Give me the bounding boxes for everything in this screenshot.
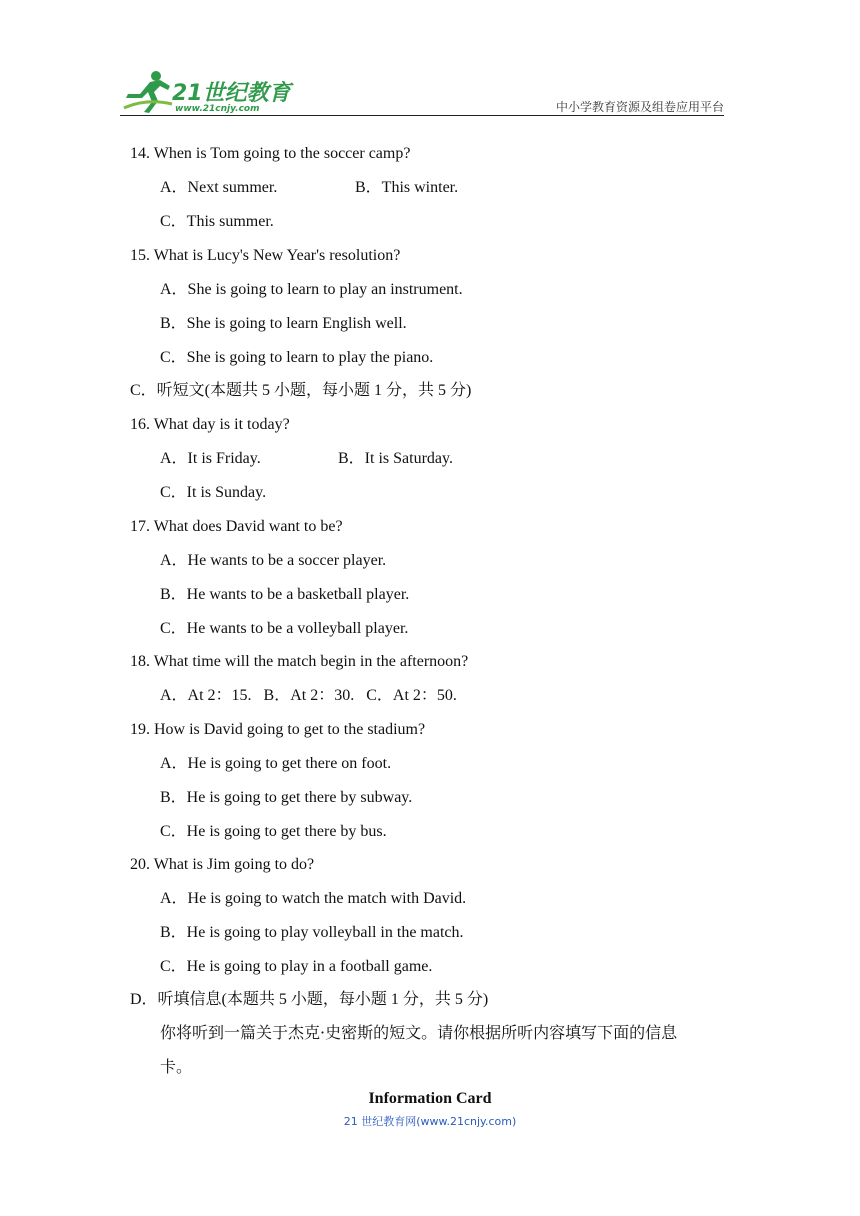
q19-option-c: C．He is going to get there by bus. <box>160 823 387 840</box>
q14-option-c: C．This summer. <box>160 213 274 230</box>
q17-option-c: C．He wants to be a volleyball player. <box>160 620 409 637</box>
q16-option-c: C．It is Sunday. <box>160 484 267 501</box>
header-platform-text: 中小学教育资源及组卷应用平台 <box>555 100 724 114</box>
q15-option-b: B．She is going to learn English well. <box>160 315 407 332</box>
q17-option-a: A．He wants to be a soccer player. <box>160 552 387 569</box>
q15-option-c: C．She is going to learn to play the piano. <box>160 349 434 366</box>
logo <box>120 68 310 116</box>
q20-option-b: B．He is going to play volleyball in the match. <box>160 924 464 941</box>
q16-option-a: A．It is Friday. <box>160 450 261 467</box>
logo-text: 21世纪教育 <box>172 81 291 106</box>
question-18: 18. What time will the match begin in the afternoon? <box>130 653 469 670</box>
section-c-heading: C．听短文(本题共 5 小题，每小题 1 分，共 5 分) <box>130 382 472 399</box>
section-d-intro-line-1: 你将听到一篇关于杰克·史密斯的短文。请你根据所听内容填写下面的信息 <box>160 1023 678 1042</box>
header-divider <box>120 115 724 116</box>
section-d-heading: D．听填信息(本题共 5 小题，每小题 1 分，共 5 分) <box>130 991 489 1008</box>
q18-options: A．At 2：15. B．At 2：30. C．At 2：50. <box>160 687 457 704</box>
question-16: 16. What day is it today? <box>130 416 290 433</box>
information-card-title: Information Card <box>368 1090 492 1107</box>
question-19: 19. How is David going to get to the stadium? <box>130 721 426 738</box>
q20-option-c: C．He is going to play in a football game. <box>160 958 433 975</box>
logo-url: www.21cnjy.com <box>175 104 260 114</box>
q14-option-a: A．Next summer. <box>160 179 278 196</box>
q14-option-b: B．This winter. <box>355 179 459 196</box>
page-header <box>120 64 724 116</box>
q16-option-b: B．It is Saturday. <box>338 450 453 467</box>
q19-option-b: B．He is going to get there by subway. <box>160 789 413 806</box>
q17-option-b: B．He wants to be a basketball player. <box>160 586 410 603</box>
q15-option-a: A．She is going to learn to play an instrument. <box>160 281 463 298</box>
section-d-intro-line-2: 卡。 <box>160 1057 193 1076</box>
question-14: 14. When is Tom going to the soccer camp? <box>130 145 411 162</box>
question-20: 20. What is Jim going to do? <box>130 856 315 873</box>
question-15: 15. What is Lucy's New Year's resolution? <box>130 247 401 264</box>
q20-option-a: A．He is going to watch the match with David. <box>160 890 467 907</box>
q19-option-a: A．He is going to get there on foot. <box>160 755 392 772</box>
question-17: 17. What does David want to be? <box>130 518 343 535</box>
runner-logo-icon <box>120 68 176 114</box>
page-footer: 21 世纪教育网(www.21cnjy.com) <box>343 1115 517 1128</box>
